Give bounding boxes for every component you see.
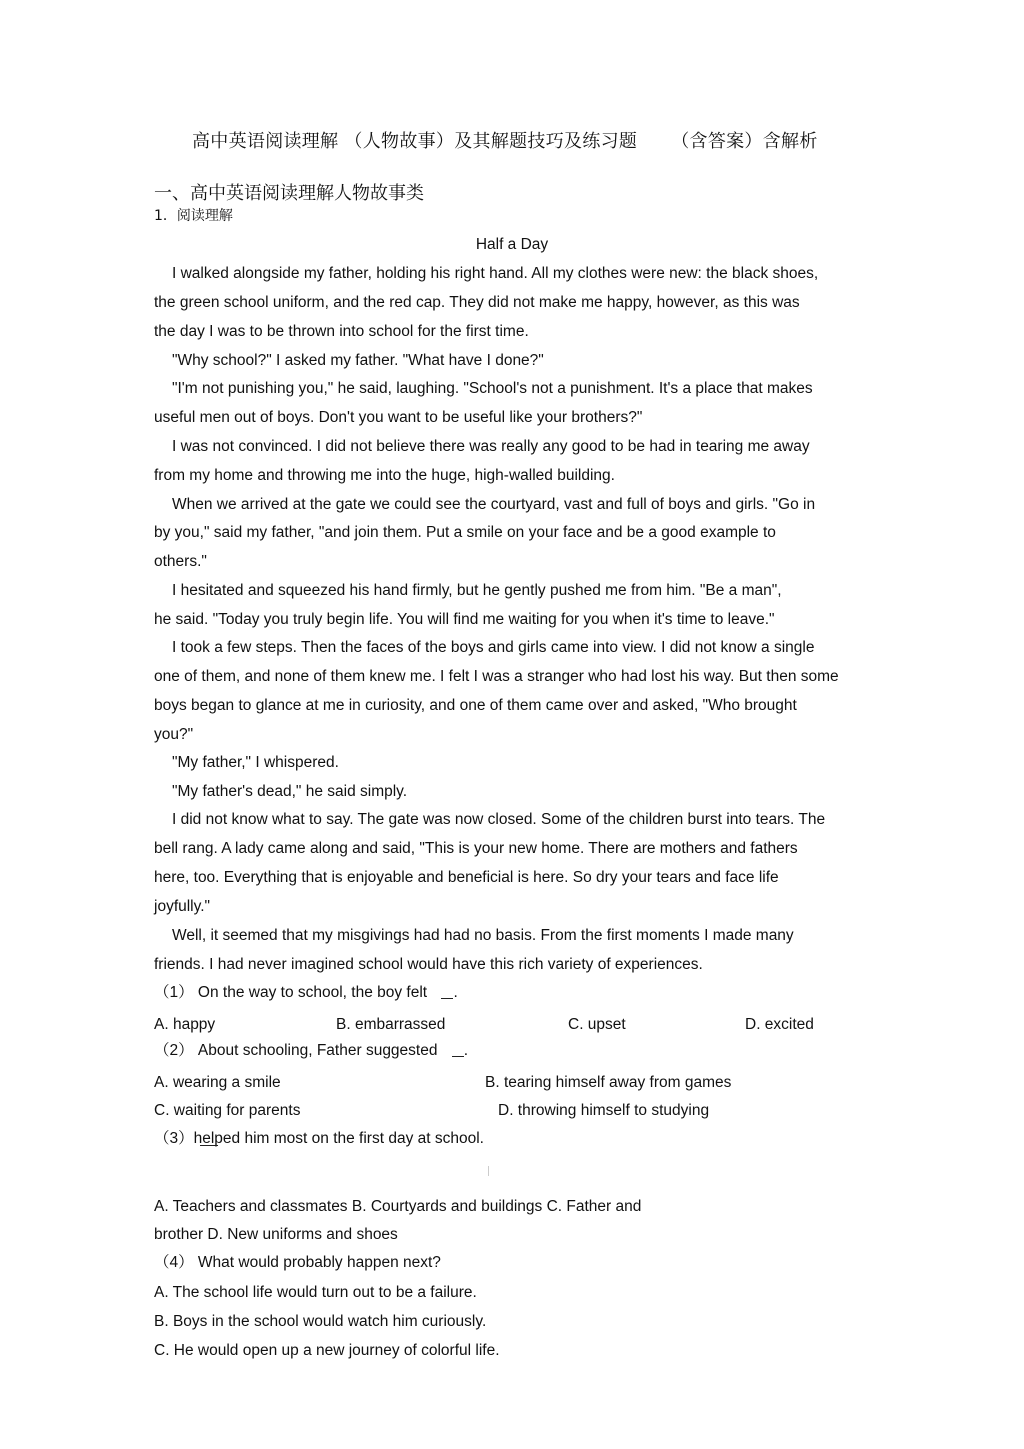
question-1-option-d: D. excited [745,1016,814,1033]
passage-line: "I'm not punishing you," he said, laughing. "School's not a punishment. It's a place that makes [172,380,813,397]
question-3-options-line-2: brother D. New uniforms and shoes [154,1226,398,1243]
question-1-option-c: C. upset [568,1016,626,1033]
passage-line: joyfully." [154,898,211,915]
passage-line: "Why school?" I asked my father. "What have I done?" [172,352,544,369]
passage-line: here, too. Everything that is enjoyable and beneficial is here. So dry your tears and face life [154,869,779,886]
question-1-option-b: B. embarrassed [336,1016,446,1033]
question-4-option-a: A. The school life would turn out to be a failure. [154,1284,477,1301]
passage-line: "My father," I whispered. [172,754,339,771]
scan-mark [488,1166,489,1176]
blank-tail: . [453,984,458,1001]
passage-line: one of them, and none of them knew me. I felt I was a stranger who had lost his way. But then some [154,668,839,685]
passage-line: When we arrived at the gate we could see the courtyard, vast and full of boys and girls. "Go in [172,496,816,513]
document-title-suffix: （含答案）含解析 [671,131,818,152]
passage-line: I was not convinced. I did not believe there was really any good to be had in tearing me away [172,438,810,455]
question-2-option-b: B. tearing himself away from games [485,1074,732,1091]
question-3-number: （3） [154,1130,194,1147]
passage-line: useful men out of boys. Don't you want to be useful like your brothers?" [154,409,643,426]
passage-line: you?" [154,726,194,743]
blank-tail: . [463,1042,469,1059]
answer-blank [452,1042,464,1057]
passage-line: I walked alongside my father, holding his right hand. All my clothes were new: the black shoes, [172,265,819,282]
question-3-text: helped him most on the first day at school. [193,1130,484,1147]
question-2-option-a: A. wearing a smile [154,1074,281,1091]
passage-line: he said. "Today you truly begin life. You will find me waiting for you when it's time to leave." [154,611,775,628]
section-heading: 一、高中英语阅读理解人物故事类 [154,183,424,204]
passage-line: the green school uniform, and the red cap. They did not make me happy, however, as this was [154,294,800,311]
question-number: 1．阅读理解 [154,208,233,224]
passage-line: bell rang. A lady came along and said, "This is your new home. There are mothers and fathers [154,840,798,857]
document-title-main: 高中英语阅读理解 （人物故事）及其解题技巧及练习题 [192,131,638,152]
passage-line: from my home and throwing me into the huge, high-walled building. [154,467,615,484]
question-1-option-a: A. happy [154,1016,216,1033]
question-2-text: （2） About schooling, Father suggested [154,1042,438,1059]
passage-line: by you," said my father, "and join them. Put a smile on your face and be a good example to [154,524,776,541]
passage-line: others." [154,553,207,570]
question-4-option-b: B. Boys in the school would watch him curiously. [154,1313,487,1330]
passage-line: friends. I had never imagined school would have this rich variety of experiences. [154,956,703,973]
question-2-stem [154,1041,468,1061]
passage-line: Well, it seemed that my misgivings had had no basis. From the first moments I made many [172,927,794,944]
passage-line: the day I was to be thrown into school for the first time. [154,323,529,340]
question-1-text: （1） On the way to school, the boy felt [154,984,428,1001]
question-2-option-c: C. waiting for parents [154,1102,301,1119]
passage-line: I took a few steps. Then the faces of the boys and girls came into view. I did not know a single [172,639,815,656]
passage-title: Half a Day [475,236,549,253]
question-1-stem [154,983,458,1003]
answer-blank [200,1131,218,1146]
question-4-option-c: C. He would open up a new journey of colorful life. [154,1342,500,1359]
passage-line: I hesitated and squeezed his hand firmly, but he gently pushed me from him. "Be a man", [172,582,782,599]
question-2-option-d: D. throwing himself to studying [498,1102,710,1119]
passage-line: I did not know what to say. The gate was now closed. Some of the children burst into tears. The [172,811,826,828]
question-3-options-line-1: A. Teachers and classmates B. Courtyards and buildings C. Father and [154,1198,642,1215]
passage-line: boys began to glance at me in curiosity, and one of them came over and asked, "Who brought [154,697,797,714]
passage-line: "My father's dead," he said simply. [172,783,408,800]
question-4-stem: （4） What would probably happen next? [154,1254,441,1271]
document-title [192,127,818,153]
answer-blank [441,984,453,999]
